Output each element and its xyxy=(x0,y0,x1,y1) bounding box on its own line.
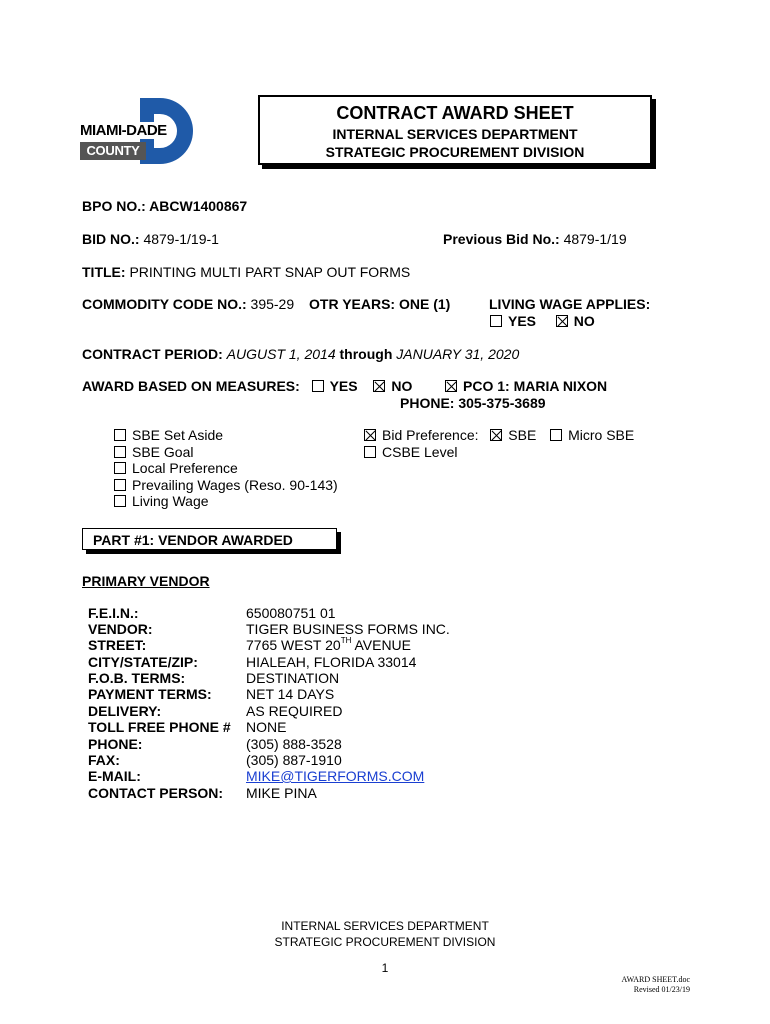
bid-value: 4879-1/19-1 xyxy=(143,231,219,247)
email-link[interactable]: MIKE@TIGERFORMS.COM xyxy=(246,768,425,784)
micro-sbe-label: Micro SBE xyxy=(568,427,635,443)
toll-free-value: NONE xyxy=(246,719,287,735)
option-sbe-set-aside xyxy=(114,427,338,444)
page-title: CONTRACT AWARD SHEET xyxy=(336,103,574,123)
commodity-row xyxy=(82,296,294,312)
delivery-value: AS REQUIRED xyxy=(246,703,343,719)
option-csbe-level xyxy=(364,444,634,461)
payment-terms-value: NET 14 DAYS xyxy=(246,686,335,702)
title-row xyxy=(82,264,410,280)
local-preference-label: Local Preference xyxy=(132,460,238,476)
otr-years: OTR YEARS: ONE (1) xyxy=(309,296,451,312)
phone-label: PHONE: xyxy=(88,736,143,752)
page-number: 1 xyxy=(381,961,389,975)
bid-label: BID NO.: xyxy=(82,231,140,247)
bid-preference-label: Bid Preference: xyxy=(382,427,479,443)
prevailing-wages-checkbox[interactable] xyxy=(114,479,126,491)
contract-period-through: through xyxy=(339,346,393,362)
measures-no-checkbox[interactable] xyxy=(373,380,385,392)
measures-label: AWARD BASED ON MEASURES: xyxy=(82,378,300,394)
email-label: E-MAIL: xyxy=(88,768,141,784)
living-wage-no-checkbox[interactable] xyxy=(556,315,568,327)
logo-text-miami-dade: MIAMI-DADE xyxy=(80,122,167,139)
living-wage-no-label: NO xyxy=(573,313,595,329)
sbe-checkbox[interactable] xyxy=(490,429,502,441)
fein-label: F.E.I.N.: xyxy=(88,605,139,621)
option-sbe-goal xyxy=(114,444,338,461)
measures-yes-checkbox[interactable] xyxy=(312,380,324,392)
sbe-set-aside-label: SBE Set Aside xyxy=(132,427,224,443)
footer-division: STRATEGIC PROCUREMENT DIVISION xyxy=(274,935,496,949)
csbe-level-checkbox[interactable] xyxy=(364,446,376,458)
vendor-value: TIGER BUSINESS FORMS INC. xyxy=(246,621,450,637)
bid-row xyxy=(82,231,219,247)
pco-row xyxy=(445,378,607,394)
living-wage-yes-checkbox[interactable] xyxy=(490,315,502,327)
title-label: TITLE: xyxy=(82,264,126,280)
contact-person-label: CONTACT PERSON: xyxy=(88,785,224,801)
living-wage-yes-label: YES xyxy=(508,313,537,329)
measures-row xyxy=(82,378,412,394)
sbe-label: SBE xyxy=(508,427,537,443)
street-value-part-b: AVENUE xyxy=(351,637,412,653)
primary-vendor-heading: PRIMARY VENDOR xyxy=(82,573,210,589)
vendor-label: VENDOR: xyxy=(88,621,153,637)
contract-period-row xyxy=(82,346,519,362)
fob-value: DESTINATION xyxy=(246,670,340,686)
option-local-preference xyxy=(114,460,338,477)
logo-text-county: COUNTY xyxy=(80,142,146,160)
contract-period-end: JANUARY 31, 2020 xyxy=(396,346,520,362)
fob-label: F.O.B. TERMS: xyxy=(88,670,186,686)
prevailing-wages-label: Prevailing Wages (Reso. 90-143) xyxy=(132,476,338,493)
footer-department: INTERNAL SERVICES DEPARTMENT xyxy=(281,919,489,933)
street-label: STREET: xyxy=(88,637,147,653)
sbe-set-aside-checkbox[interactable] xyxy=(114,429,126,441)
bid-preference-checkbox[interactable] xyxy=(364,429,376,441)
living-wage-label: LIVING WAGE APPLIES: xyxy=(489,296,651,312)
sbe-goal-checkbox[interactable] xyxy=(114,446,126,458)
payment-terms-label: PAYMENT TERMS: xyxy=(88,686,212,702)
previous-bid-row xyxy=(443,231,627,247)
miami-dade-county-logo xyxy=(80,98,198,164)
street-value-part-a: 7765 WEST 20 xyxy=(246,637,341,653)
header-department: INTERNAL SERVICES DEPARTMENT xyxy=(332,126,578,142)
street-value xyxy=(246,637,411,653)
street-value-superscript: TH xyxy=(340,636,352,645)
pco-checkbox[interactable] xyxy=(445,380,457,392)
local-preference-checkbox[interactable] xyxy=(114,462,126,474)
delivery-label: DELIVERY: xyxy=(88,703,162,719)
part-vendor-awarded-box: PART #1: VENDOR AWARDED xyxy=(82,528,337,550)
bpo-row xyxy=(82,198,247,214)
contact-person-value: MIKE PINA xyxy=(246,785,317,801)
city-label: CITY/STATE/ZIP: xyxy=(88,654,198,670)
option-prevailing-wages xyxy=(114,477,338,494)
micro-sbe-checkbox[interactable] xyxy=(550,429,562,441)
fax-value: (305) 887-1910 xyxy=(246,752,342,768)
pco-label: PCO 1: MARIA NIXON xyxy=(463,378,608,394)
option-bid-preference xyxy=(364,427,634,444)
measures-no-label: NO xyxy=(391,378,413,394)
header-box xyxy=(258,95,652,165)
contract-period-start: AUGUST 1, 2014 xyxy=(226,346,336,362)
measures-yes-label: YES xyxy=(329,378,358,394)
footer-doc-name: AWARD SHEET.doc xyxy=(621,975,690,984)
toll-free-label: TOLL FREE PHONE # xyxy=(88,719,231,735)
header-division: STRATEGIC PROCUREMENT DIVISION xyxy=(325,144,585,160)
living-wage-options xyxy=(490,313,595,329)
csbe-level-label: CSBE Level xyxy=(382,443,458,460)
phone-value: (305) 888-3528 xyxy=(246,736,342,752)
fax-label: FAX: xyxy=(88,752,120,768)
commodity-label: COMMODITY CODE NO.: xyxy=(82,296,247,312)
living-wage-checkbox[interactable] xyxy=(114,495,126,507)
pco-phone: PHONE: 305-375-3689 xyxy=(400,395,546,411)
contract-period-label: CONTRACT PERIOD: xyxy=(82,346,223,362)
options-right-list xyxy=(364,427,634,460)
previous-bid-value: 4879-1/19 xyxy=(563,231,627,247)
option-living-wage xyxy=(114,493,338,510)
options-left-list xyxy=(114,427,338,510)
sbe-goal-label: SBE Goal xyxy=(132,443,194,460)
footer-revised: Revised 01/23/19 xyxy=(633,985,690,994)
previous-bid-label: Previous Bid No.: xyxy=(443,231,560,247)
title-value: PRINTING MULTI PART SNAP OUT FORMS xyxy=(129,264,411,280)
city-value: HIALEAH, FLORIDA 33014 xyxy=(246,654,417,670)
bpo-label: BPO NO.: xyxy=(82,198,146,214)
commodity-value: 395-29 xyxy=(250,296,295,312)
fein-value: 650080751 01 xyxy=(246,605,336,621)
bpo-value: ABCW1400867 xyxy=(149,198,248,214)
living-wage-option-label: Living Wage xyxy=(132,493,209,509)
